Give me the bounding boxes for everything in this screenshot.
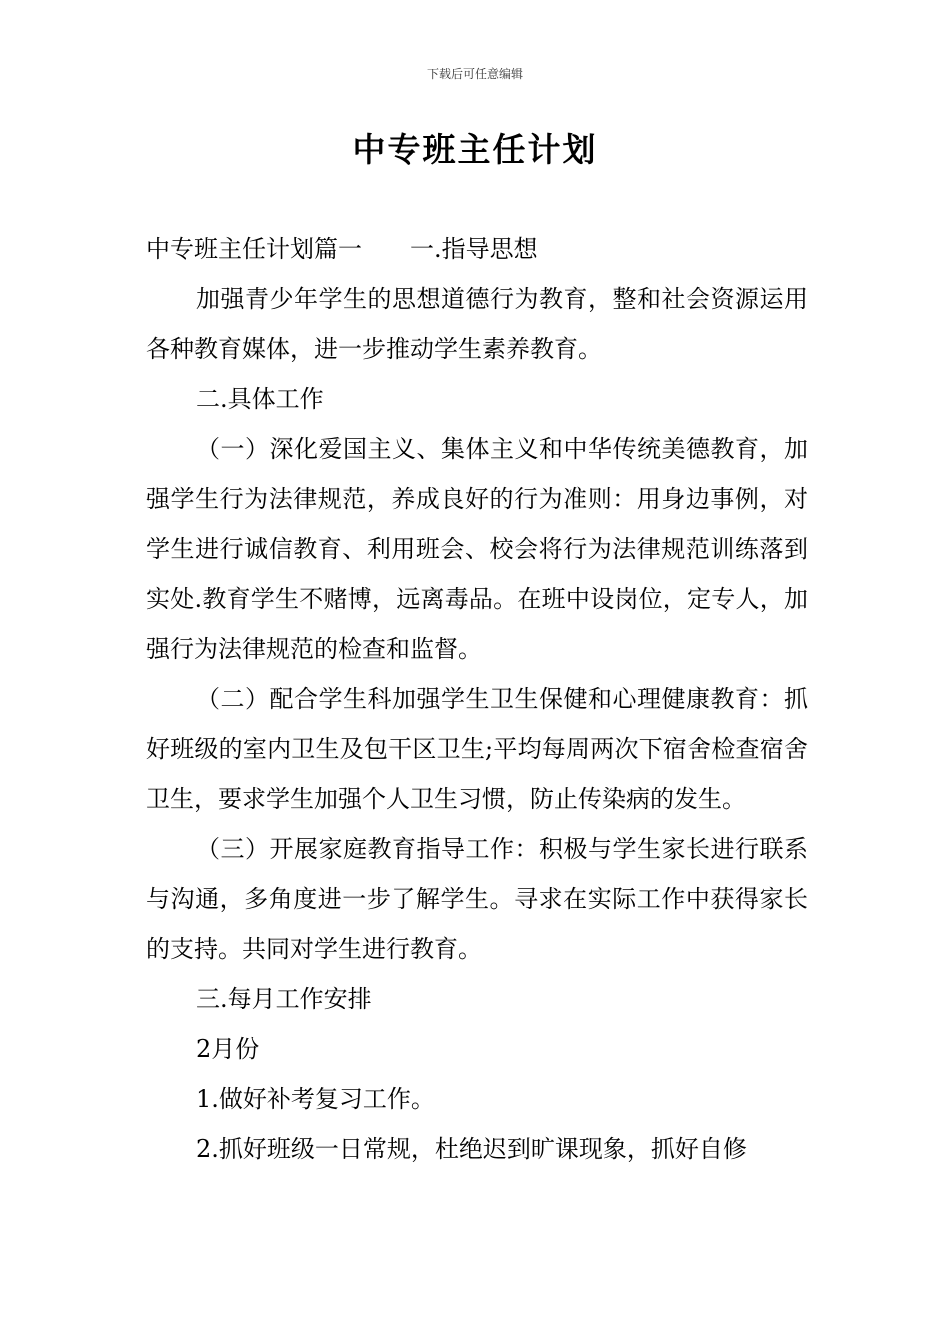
paragraph-work-item-2: （二）配合学生科加强学生卫生保健和心理健康教育：抓好班级的室内卫生及包干区卫生;平均每周两次下宿舍检查宿舍卫生，要求学生加强个人卫生习惯，防止传染病的发生。	[146, 685, 808, 813]
document-title: 中专班主任计划	[352, 130, 598, 169]
paragraph-work-item-3: （三）开展家庭教育指导工作：积极与学生家长进行联系与沟通，多角度进一步了解学生。寻求在实际工作中获得家长的支持。共同对学生进行教育。	[146, 835, 808, 963]
list-item: 2.抓好班级一日常规，杜绝迟到旷课现象，抓好自修	[196, 1135, 747, 1163]
paragraph-work-item-1: （一）深化爱国主义、集体主义和中华传统美德教育，加强学生行为法律规范，养成良好的行为准则：用身边事例，对学生进行诚信教育、利用班会、校会将行为法律规范训练落到实处.教育学生不赌博，远离毒品。在班中设岗位，定专人，加强行为法律规范的检查和监督。	[146, 435, 808, 663]
paragraph-guiding-thought: 加强青少年学生的思想道德行为教育，整和社会资源运用各种教育媒体，进一步推动学生素养教育。	[146, 285, 808, 363]
section-heading-specific-work: 二.具体工作	[196, 385, 324, 413]
paragraph-intro-heading: 中专班主任计划篇一 一.指导思想	[146, 235, 538, 263]
header-note: 下载后可任意编辑	[426, 67, 523, 81]
document-body	[146, 224, 808, 1174]
section-heading-monthly-plan: 三.每月工作安排	[196, 985, 372, 1013]
month-label: 2月份	[196, 1035, 260, 1063]
list-item: 1.做好补考复习工作。	[196, 1085, 435, 1113]
